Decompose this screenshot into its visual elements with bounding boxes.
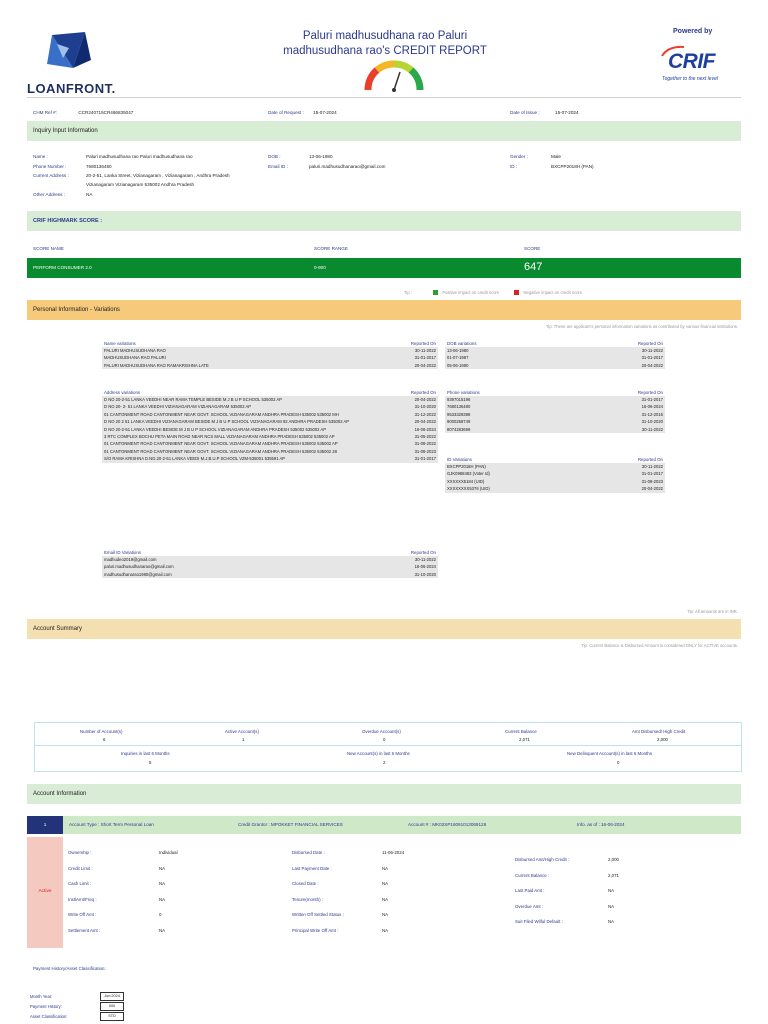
dob-variation-row-date: 20-04-2022 <box>563 362 665 369</box>
negative-impact-swatch <box>514 290 519 295</box>
account-field <box>292 881 389 886</box>
id-variation-row-value: GJK0988483 (Voter Id) <box>445 470 581 477</box>
id-variation-row-date: 31-01-2017 <box>581 470 665 477</box>
account-field <box>515 857 619 862</box>
account-field <box>515 903 615 909</box>
score-section-header <box>27 211 741 231</box>
name-variation-row-value: MADHUSUDHANA RAO PALURI <box>102 354 367 361</box>
dob-variation-row-date: 31-01-2017 <box>563 354 665 361</box>
phone-variation-row-date: 31-10-2020 <box>568 418 665 425</box>
email-variation-row <box>102 556 438 563</box>
date-request-label: Date of Request : <box>268 110 304 115</box>
phone-reported-header: Reported On <box>637 390 663 395</box>
inq-email-label: Email ID : <box>268 164 288 169</box>
score-name: PERFORM CONSUMER 2.0 <box>33 265 92 270</box>
inq-phone-value: 7680136480 <box>86 164 112 169</box>
summary-v8: 0 <box>617 760 620 765</box>
account-field-label: Current Balance : <box>515 872 550 878</box>
payment-history-row <box>30 1002 130 1011</box>
email-variation-row-date: 16-06-2024 <box>343 563 438 570</box>
positive-impact-swatch <box>433 290 438 295</box>
name-variation-row <box>102 347 438 354</box>
account-field-value: NA <box>159 896 166 902</box>
dob-variation-row <box>445 362 665 369</box>
address-variation-row <box>102 396 438 403</box>
payment-history-label: Payment History: <box>30 1004 62 1009</box>
chm-ref-value: CCR240715CR466835047 <box>78 110 134 115</box>
date-issue-label: Date of Issue : <box>510 110 540 115</box>
inq-email-value: paluri.madhusudhanarao@gmail.com <box>309 164 386 169</box>
payment-history-label: Month Year: <box>30 994 53 999</box>
address-variation-row-date: 31-08-2022 <box>403 440 438 447</box>
account-field <box>515 872 619 878</box>
address-variation-row-date: 20-04-2022 <box>403 396 438 403</box>
address-variations-header: Address variations <box>104 390 141 395</box>
report-title-line2: madhusudhana rao's CREDIT REPORT <box>283 45 487 57</box>
phone-variation-row-value: 7680136480 <box>445 403 568 410</box>
name-variation-row-date: 30-11-2022 <box>367 347 438 354</box>
payment-history-row <box>30 992 130 1001</box>
summary-v5: 2,000 <box>657 737 668 742</box>
name-variation-row <box>102 362 438 369</box>
account-field <box>292 865 389 871</box>
address-variation-row <box>102 455 438 462</box>
summary-h6: Inquiries in last 6 Months <box>121 751 170 756</box>
dob-reported-header: Reported On <box>637 341 663 346</box>
account-field-value: 11-06-2024 <box>382 850 405 855</box>
score-range: 0-900 <box>314 265 326 270</box>
payment-history-value: Jun:2024 <box>100 992 124 1001</box>
phone-variation-row-value: 9533329388 <box>445 411 568 418</box>
phone-variation-row-date: 16-06-2024 <box>568 403 665 410</box>
id-reported-header: Reported On <box>637 457 663 462</box>
account-field-value: NA <box>382 927 389 933</box>
account-field <box>292 912 389 917</box>
account-field <box>68 865 166 871</box>
address-variation-row <box>102 433 438 440</box>
summary-title: Account Summary <box>33 626 83 632</box>
phone-variation-row <box>445 403 665 410</box>
account-number: Account # : MK02SP16091013069128 <box>408 822 487 827</box>
personal-title: Personal Information - Variations <box>33 307 120 313</box>
inquiry-name-row <box>33 154 48 159</box>
address-variation-row-date: 16-06-2024 <box>403 426 438 433</box>
dob-variations-header: DOB variations <box>447 341 477 346</box>
account-section-header <box>27 784 741 804</box>
score-col-name: SCORE NAME <box>33 246 64 251</box>
account-field-label: Last Payment Date : <box>292 865 332 871</box>
score-tip-label: Tip : <box>404 290 412 295</box>
payment-history-value: 000 <box>100 1002 124 1011</box>
summary-h8: New Delinquent Account(s) in last 6 Months <box>567 751 652 756</box>
summary-v4: 2,071 <box>519 737 530 742</box>
chm-ref-label: CHM Ref #: <box>33 110 57 115</box>
phone-variations-header: Phone variations <box>447 390 480 395</box>
account-field-value: NA <box>608 903 615 909</box>
address-variation-row-value: 3 RTC COMPLEX BOCHU PETA MAIN ROAD NEAR NCS MALL VIZIANAGARAM ANDHRA PRADESH 535002 535002 AP <box>102 433 403 440</box>
dob-variation-row-value: 01-07-1987 <box>445 354 563 361</box>
summary-v6: 5 <box>149 760 152 765</box>
account-field-value: 2,000 <box>608 857 619 862</box>
summary-h2: Active Account(s) <box>225 729 259 734</box>
account-field-value: NA <box>382 881 389 886</box>
score-col-range: SCORE RANGE <box>314 246 348 251</box>
phone-variation-row-date: 31-01-2017 <box>568 396 665 403</box>
summary-h4: Current Balance <box>505 729 537 734</box>
name-variation-row-value: PALURI MADHUSUDHANA RAO <box>102 347 367 354</box>
address-variation-row-value: 01 CANTONMENT ROAD CANTONMENT NEAR GOVT. SCHOOL VIZIANAGARAM ANDHRA PRADESH 535002 535002 28 <box>102 448 403 455</box>
account-grantor: Credit Grantor : MPOKKET FINANCIAL SERVICES <box>238 822 343 827</box>
account-field-value: NA <box>608 919 615 924</box>
score-col-score: SCORE <box>524 246 541 251</box>
account-field <box>68 912 162 917</box>
date-of-request <box>268 110 337 116</box>
dob-variation-row <box>445 354 665 361</box>
account-field <box>515 888 615 893</box>
name-variation-row-date: 20-04-2022 <box>367 362 438 369</box>
id-variation-row <box>445 470 665 477</box>
inq-phone-label: Phone Number : <box>33 164 67 169</box>
account-field-label: Suit Filed Wilful Default : <box>515 919 563 924</box>
address-variation-row <box>102 440 438 447</box>
id-variations-header: ID Variations <box>447 457 472 462</box>
email-variations-table <box>102 549 438 578</box>
account-field-value: NA <box>608 888 615 893</box>
phone-variation-row <box>445 396 665 403</box>
account-field <box>292 850 405 855</box>
personal-section-header <box>27 300 741 320</box>
account-field-value: 2,071 <box>608 872 619 878</box>
summary-h7: New Account(s) in last 6 Months <box>347 751 410 756</box>
summary-v2: 1 <box>242 737 245 742</box>
account-title: Account Information <box>33 791 87 797</box>
phone-variation-row <box>445 418 665 425</box>
address-variation-row <box>102 418 438 425</box>
account-status: Active <box>38 889 52 894</box>
loanfront-logo-text: LOANFRONT. <box>27 81 116 96</box>
account-field <box>68 850 178 855</box>
report-title <box>220 29 550 59</box>
address-variation-row-date: 31-12-2022 <box>403 411 438 418</box>
account-header-row <box>27 816 741 834</box>
score-title: CRIF HIGHMARK SCORE : <box>33 218 103 224</box>
address-variation-row-value: D NO 20- 2- 51 LANKA VEEDHI VIZIANAGARAM VIZIANAGARAM 535002 AP <box>102 403 403 410</box>
email-variation-row-value: madhusudhanarao1980@gmail.com <box>102 571 343 578</box>
address-variation-row-date: 31-10-2020 <box>403 403 438 410</box>
phone-variation-row-value: 9397015196 <box>445 396 568 403</box>
address-variation-row <box>102 448 438 455</box>
crif-logo <box>660 44 730 86</box>
account-field-label: Tenure(month) : <box>292 896 323 902</box>
account-field-label: Ownership : <box>68 850 92 855</box>
address-variations-table <box>102 389 438 463</box>
phone-variation-row <box>445 426 665 433</box>
summary-tip: Tip: Current Balance & Disbursed Amount is considered ONLY for ACTIVE accounts. <box>581 643 738 648</box>
email-variation-row-date: 30-11-2022 <box>343 556 438 563</box>
address-variation-row-date: 20-04-2022 <box>403 418 438 425</box>
account-field-value: 0 <box>159 912 162 917</box>
summary-h3: Overdue Account(s) <box>362 729 401 734</box>
summary-v7: 2 <box>383 760 386 765</box>
account-field-label: InstlAmt/Freq : <box>68 896 97 902</box>
id-variation-row <box>445 485 665 492</box>
inq-name-value: Paluri madhusudhana rao Paluri madhusudhana rao <box>86 154 193 159</box>
account-info-date: Info. as of : 16-06-2024 <box>577 822 625 827</box>
address-variation-row-value: S/O RAMA KRISHNA D.NO.20-2-51 LANKA VEEDI M.J.B.U.P SCHOOL VZM-535001 535591 AP <box>102 455 403 462</box>
id-variation-row-date: 31-08-2023 <box>581 478 665 485</box>
email-variations-header: Email ID Variations <box>104 550 142 555</box>
account-type: Account Type : Short Term Personal Loan <box>69 822 154 827</box>
inq-other-addr-value: NA <box>86 192 93 197</box>
payment-history-label: Asset Classification: <box>30 1014 68 1019</box>
phone-variation-row-date: 30-11-2022 <box>568 426 665 433</box>
dob-variation-row-date: 30-11-2022 <box>563 347 665 354</box>
dob-variation-row <box>445 347 665 354</box>
inq-id-value: BXCPP2018H (PAN) <box>551 164 594 169</box>
account-field-label: Overdue Amt : <box>515 903 544 909</box>
dob-variations-table <box>445 340 665 369</box>
account-field-label: Principal Write Off Amt : <box>292 927 339 933</box>
address-variation-row-date: 31-01-2017 <box>403 455 438 462</box>
address-variation-row-date: 31-08-2023 <box>403 448 438 455</box>
account-field-value: NA <box>159 881 166 886</box>
name-variation-row-date: 31-01-2017 <box>367 354 438 361</box>
inq-gender-label: Gender : <box>510 154 528 159</box>
loanfront-logo <box>27 30 127 95</box>
inq-addr-value-1: 20-2-51, Lanka Street, Vizianagaram , Vizianagaram , Andhra Pradesh <box>86 173 230 178</box>
inq-dob-label: DOB : <box>268 154 281 159</box>
score-value: 647 <box>524 261 543 273</box>
account-field-value: NA <box>382 912 389 917</box>
date-issue-value: 15-07-2024 <box>555 110 579 115</box>
summary-v3: 0 <box>383 737 386 742</box>
account-field-value: Individual <box>159 850 178 855</box>
id-variation-row-date: 20-04-2022 <box>581 485 665 492</box>
negative-impact-label: Negative impact on credit score <box>523 290 583 295</box>
account-field-label: Disbursed Date : <box>292 850 325 855</box>
name-variations-table <box>102 340 438 369</box>
positive-impact-label: Positive impact on credit score <box>442 290 500 295</box>
score-row <box>27 258 741 278</box>
address-variation-row-value: D NO 20-2-51 LANKA VEEDHI NEAR RAMA TEMPLE BESIDE M J B U P SCHOOL 535002 AP <box>102 396 403 403</box>
payment-history-value: STD <box>100 1012 124 1021</box>
id-variation-row-value: BXCPP2018H (PAN) <box>445 463 581 470</box>
address-variation-row-value: D NO 20 2 51 LANKA VEEDHI VIZIANAGARAM BESIDE M J B U P SCHOOL VIZIANAGARAM 92 ANDHRA PRADESH 535002 AP <box>102 418 403 425</box>
inq-other-addr-label: Other Address : <box>33 192 65 197</box>
inq-gender-value: Male <box>551 154 561 159</box>
email-variation-row-value: paluri.madhusudhanarao@gmail.com <box>102 563 343 570</box>
inq-name-label: Name : <box>33 154 48 159</box>
powered-by-label: Powered by <box>673 28 713 35</box>
inquiry-section-header <box>27 121 741 141</box>
summary-table <box>34 722 742 772</box>
account-field-label: Last Paid Amt : <box>515 888 545 893</box>
inq-dob-value: 13-06-1980 <box>309 154 333 159</box>
score-gauge-icon <box>364 60 424 92</box>
inquiry-title: Inquiry Input Information <box>33 128 98 134</box>
inq-addr-value-2: Vizianagaram Vizianagaram 535002 Andhra Pradesh <box>86 182 195 187</box>
dob-variation-row-value: 13-06-1980 <box>445 347 563 354</box>
address-variation-row-value: 01 CANTONMENT ROAD CANTONMENT NEAR GOVT. SCHOOL VIZIANAGARAM ANDHRA PRADESH 535002 535002 AP <box>102 440 403 447</box>
date-request-value: 15-07-2024 <box>313 110 337 115</box>
id-variation-row <box>445 478 665 485</box>
loanfront-logo-mark <box>27 30 127 80</box>
id-variations-table <box>445 456 665 493</box>
name-variation-row <box>102 354 438 361</box>
amounts-tip: Tip: All amounts are in INR. <box>687 609 738 614</box>
account-field-label: Write Off Amt : <box>68 912 97 917</box>
address-variation-row-value: 01 CANTONMENT ROAD CANTONMENT NEAR GOVT. SCHOOL VIZIANAGARAM ANDHRA PRADESH 535002 535002 MH <box>102 411 403 418</box>
crif-logo-text: CRIF <box>668 50 715 73</box>
crif-tagline: Together to the next level <box>662 76 718 82</box>
dob-variation-row-value: 05-06-1990 <box>445 362 563 369</box>
chm-ref <box>33 110 133 116</box>
email-variation-row <box>102 563 438 570</box>
phone-variation-row-date: 31-12-2016 <box>568 411 665 418</box>
score-tip <box>404 290 582 295</box>
account-field-value: NA <box>382 896 389 902</box>
address-variation-row <box>102 411 438 418</box>
inq-addr-label: Current Address : <box>33 173 69 178</box>
summary-divider <box>35 745 741 746</box>
account-field-label: Closed Date : <box>292 881 319 886</box>
email-variation-row-date: 31-10-2020 <box>343 571 438 578</box>
personal-tip: Tip: These are applicant's personal information variations as contributed by various financial institutions. <box>545 324 738 329</box>
address-variation-row-date: 31-05-2022 <box>403 433 438 440</box>
summary-h5: Amt Disbursed/ High Credit <box>632 729 686 734</box>
summary-section-header <box>27 619 741 639</box>
account-field <box>68 896 166 902</box>
address-variation-row-value: D NO 20-2-51 LANKA VEEDHI BESIDE M J B U P SCHOOL VIZIANAGARAM ANDHRA PRADESH 535002 535002 AP <box>102 426 403 433</box>
account-field <box>292 896 389 902</box>
phone-variation-row-value: 8074283699 <box>445 426 568 433</box>
email-variation-row <box>102 571 438 578</box>
account-field-label: Written Off Settled Status : <box>292 912 344 917</box>
id-variation-row-date: 30-11-2022 <box>581 463 665 470</box>
id-variation-row-value: XXXXXXXX5376 (UID) <box>445 485 581 492</box>
address-variation-row <box>102 403 438 410</box>
name-variations-header: Name variations <box>104 341 136 346</box>
payment-history-row <box>30 1012 130 1021</box>
phone-variation-row-value: 9000258749 <box>445 418 568 425</box>
report-title-line1: Paluri madhusudhana rao Paluri <box>302 30 468 42</box>
account-index: 1 <box>27 816 63 834</box>
account-field-label: Settlement Amt : <box>68 927 101 933</box>
account-field-label: Cash Limit : <box>68 881 92 886</box>
account-field <box>68 927 166 933</box>
phone-variations-table <box>445 389 665 433</box>
phone-variation-row <box>445 411 665 418</box>
account-field-value: NA <box>382 865 389 871</box>
account-field <box>292 927 389 933</box>
account-field-label: Disbursed Amt/High Credit : <box>515 857 570 862</box>
address-variation-row <box>102 426 438 433</box>
header-divider <box>27 97 741 98</box>
date-of-issue <box>510 110 579 116</box>
summary-v1: 6 <box>103 737 106 742</box>
name-reported-header: Reported On <box>410 341 436 346</box>
id-variation-row-value: XXXXXX5184 (UID) <box>445 478 581 485</box>
summary-h1: Number of Account(s) <box>80 729 123 734</box>
inq-id-label: ID : <box>510 164 518 169</box>
account-field-label: Credit Limit : <box>68 865 93 871</box>
account-status-cell <box>27 837 63 948</box>
payment-history-title: Payment History/Asset Classification: <box>33 966 106 971</box>
address-reported-header: Reported On <box>410 390 436 395</box>
account-field <box>68 881 166 886</box>
id-variation-row <box>445 463 665 470</box>
account-field-value: NA <box>159 927 166 933</box>
email-variation-row-value: madhudeo2019@gmail.com <box>102 556 343 563</box>
name-variation-row-value: PALURI MADHUSUDHANA RAO RAMAKRISHNA LATE <box>102 362 367 369</box>
account-field <box>515 919 615 924</box>
email-reported-header: Reported On <box>410 550 436 555</box>
account-field-value: NA <box>159 865 166 871</box>
